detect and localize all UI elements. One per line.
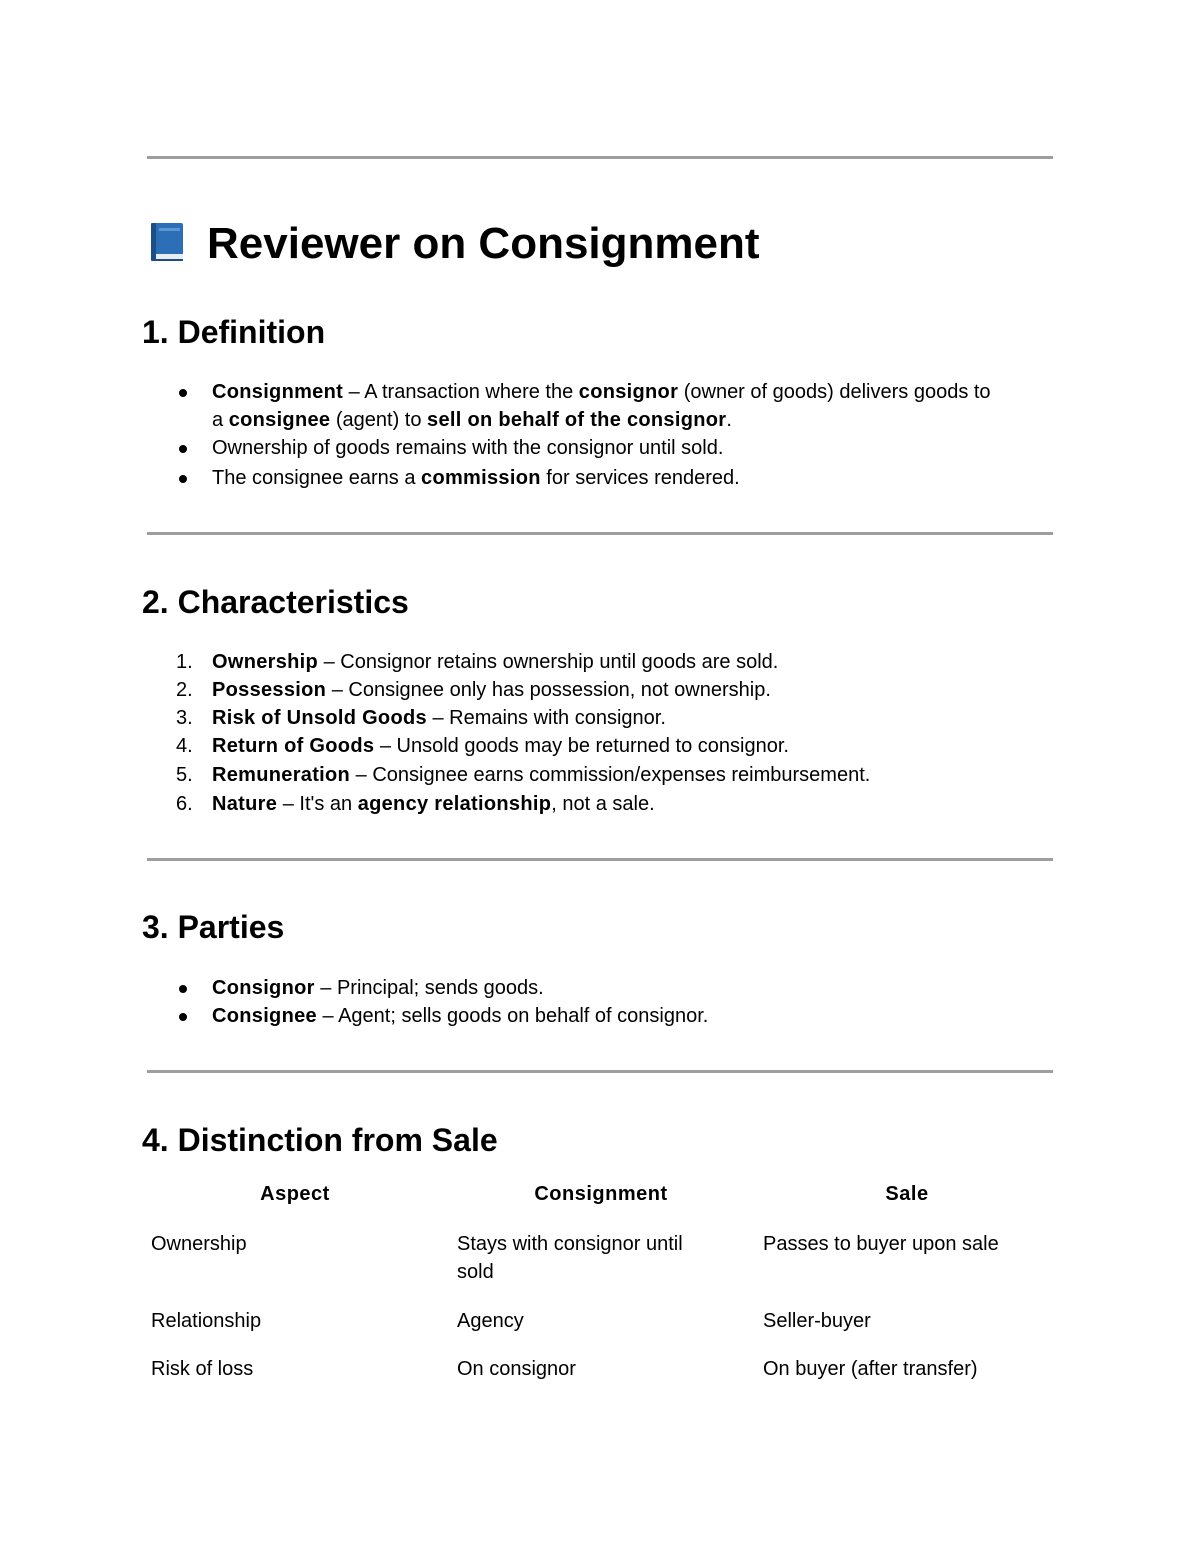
text: – Unsold goods may be returned to consignor. [374, 735, 789, 757]
text: . [726, 409, 732, 431]
list-item [176, 648, 1062, 676]
blue-book-icon [145, 220, 189, 264]
bullet-icon [179, 475, 187, 483]
text: – Remains with consignor. [426, 707, 666, 729]
table-cell: Relationship [151, 1310, 262, 1332]
table-cell: Risk of loss [151, 1358, 254, 1380]
term: Risk of Unsold Goods [212, 707, 427, 729]
text: a [212, 409, 229, 431]
table-cell: On consignor [457, 1358, 576, 1380]
table-header-consignment: Consignment [534, 1183, 668, 1205]
text: Stays with consignor until [457, 1233, 683, 1255]
table-cell: Seller-buyer [763, 1310, 871, 1332]
list-number: 2. [176, 679, 193, 701]
term-consignment: Consignment [212, 381, 344, 403]
term-consignor: consignor [578, 381, 679, 403]
term: Nature [212, 793, 278, 815]
list-item [212, 1002, 1062, 1030]
text: – Principal; sends goods. [314, 977, 544, 999]
bullet-icon [179, 1013, 187, 1021]
table-cell: Ownership [151, 1233, 247, 1255]
text: – Consignor retains ownership until goods are sold. [318, 651, 779, 673]
table-header-aspect: Aspect [260, 1183, 330, 1205]
term: Return of Goods [212, 735, 375, 757]
term: Possession [212, 679, 327, 701]
list-number: 1. [176, 651, 193, 673]
text: for services rendered. [540, 467, 740, 489]
list-item [212, 434, 1062, 462]
text: (owner of goods) delivers goods to [678, 381, 991, 403]
horizontal-rule [147, 156, 1053, 159]
term: Consignor [212, 977, 315, 999]
list-item [212, 974, 1062, 1002]
term: Remuneration [212, 764, 351, 786]
term-commission: commission [421, 467, 541, 489]
text: – It's an [277, 793, 358, 815]
horizontal-rule [147, 858, 1053, 861]
horizontal-rule [147, 1070, 1053, 1073]
term: Ownership [212, 651, 319, 673]
text: The consignee earns a [212, 467, 422, 489]
section-heading-definition: 1. Definition [142, 314, 326, 350]
table-cell [457, 1230, 683, 1286]
table-cell: On buyer (after transfer) [763, 1358, 978, 1380]
bullet-icon [179, 985, 187, 993]
section-heading-parties: 3. Parties [142, 909, 285, 945]
page-title [145, 218, 760, 270]
page-title-text: Reviewer on Consignment [207, 219, 760, 268]
text: sold [457, 1261, 494, 1283]
text: – Consignee earns commission/expenses reimbursement. [350, 764, 871, 786]
bullet-icon [179, 389, 187, 397]
list-item [176, 704, 1062, 732]
list-number: 6. [176, 793, 193, 815]
text: , not a sale. [551, 793, 655, 815]
section-heading-characteristics: 2. Characteristics [142, 584, 409, 620]
bullet-icon [179, 445, 187, 453]
table-header-sale: Sale [885, 1183, 929, 1205]
term-sell-on-behalf: sell on behalf of the consignor [427, 409, 727, 431]
list-item [176, 732, 1062, 760]
list-item [176, 761, 1062, 789]
text: – Consignee only has possession, not ownership. [326, 679, 771, 701]
table-cell: Passes to buyer upon sale [763, 1233, 999, 1255]
list-number: 5. [176, 764, 193, 786]
term-agency-relationship: agency relationship [357, 793, 552, 815]
list-item [212, 464, 1062, 492]
list-item [176, 790, 1062, 818]
term: Consignee [212, 1005, 317, 1027]
list-number: 3. [176, 707, 193, 729]
term-consignee: consignee [228, 409, 331, 431]
text: Ownership of goods remains with the consignor until sold. [212, 437, 724, 459]
text: – A transaction where the [343, 381, 579, 403]
text: (agent) to [330, 409, 428, 431]
list-number: 4. [176, 735, 193, 757]
horizontal-rule [147, 532, 1053, 535]
table-cell: Agency [457, 1310, 524, 1332]
list-item [176, 676, 1062, 704]
section-heading-distinction: 4. Distinction from Sale [142, 1122, 498, 1158]
text: – Agent; sells goods on behalf of consignor. [316, 1005, 709, 1027]
list-item [212, 378, 1062, 434]
